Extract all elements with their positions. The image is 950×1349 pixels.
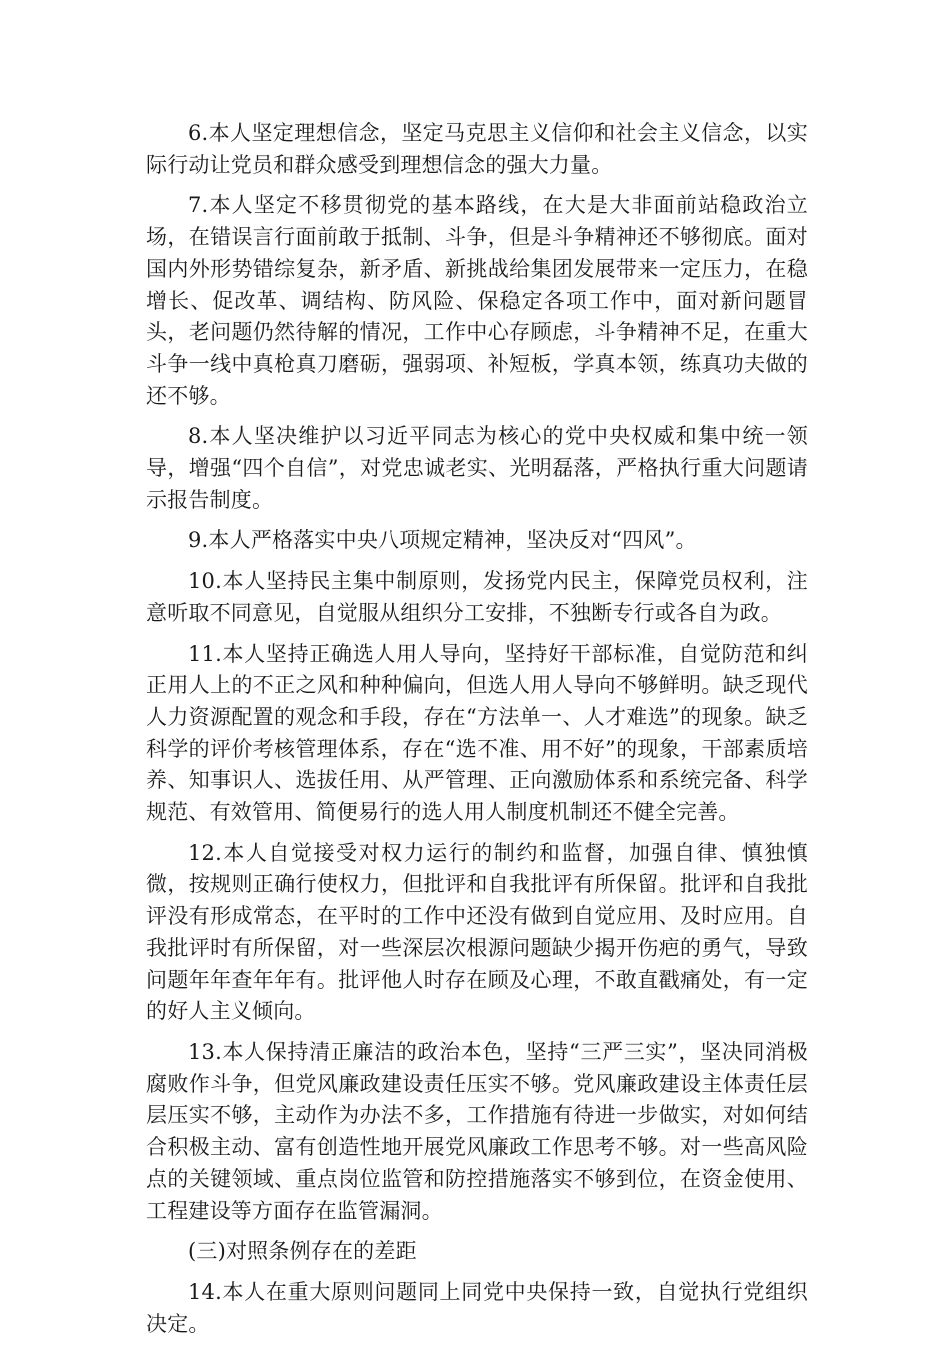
document-page (146, 118, 808, 1349)
paragraph-11: 11.本人坚持正确选人用人导向，坚持好干部标准，自觉防范和纠正用人上的不正之风和种种偏向，但选人用人导向不够鲜明。缺乏现代人力资源配置的观念和手段，存在“方法单一、人才难选”的现象。缺乏科学的评价考核管理体系，存在“选不准、用不好”的现象，干部素质培养、知事识人、选拔任用、从严管理、正向激励体系和系统完备、科学规范、有效管用、简便易行的选人用人制度机制还不健全完善。 (146, 641, 808, 825)
paragraph-13: 13.本人保持清正廉洁的政治本色，坚持“三严三实”，坚决同消极腐败作斗争，但党风廉政建设责任压实不够。党风廉政建设主体责任层层压实不够，主动作为办法不多，工作措施有待进一步做实，对如何结合积极主动、富有创造性地开展党风廉政工作思考不够。对一些高风险点的关键领域、重点岗位监管和防控措施落实不够到位，在资金使用、工程建设等方面存在监管漏洞。 (146, 1039, 808, 1223)
paragraph-6: 6.本人坚定理想信念，坚定马克思主义信仰和社会主义信念，以实际行动让党员和群众感受到理想信念的强大力量。 (146, 121, 808, 177)
paragraph-7: 7.本人坚定不移贯彻党的基本路线，在大是大非面前站稳政治立场，在错误言行面前敢于抵制、斗争，但是斗争精神还不够彻底。面对国内外形势错综复杂，新矛盾、新挑战给集团发展带来一定压力，在稳增长、促改革、调结构、防风险、保稳定各项工作中，面对新问题冒头，老问题仍然待解的情况，工作中心存顾虑，斗争精神不足，在重大斗争一线中真枪真刀磨砺，强弱项、补短板，学真本领，练真功夫做的还不够。 (146, 193, 808, 408)
paragraph-9: 9.本人严格落实中央八项规定精神，坚决反对“四风”。 (188, 528, 697, 553)
paragraph-12: 12.本人自觉接受对权力运行的制约和监督，加强自律、慎独慎微，按规则正确行使权力，但批评和自我批评有所保留。批评和自我批评没有形成常态，在平时的工作中还没有做到自觉应用、及时应用。自我批评时有所保留，对一些深层次根源问题缺少揭开伤疤的勇气，导致问题年年查年年有。批评他人时存在顾及心理，不敢直戳痛处，有一定的好人主义倾向。 (146, 840, 808, 1024)
paragraph-10: 10.本人坚持民主集中制原则，发扬党内民主，保障党员权利，注意听取不同意见，自觉服从组织分工安排，不独断专行或各自为政。 (146, 569, 808, 625)
paragraph-8: 8.本人坚决维护以习近平同志为核心的党中央权威和集中统一领导，增强“四个自信”，对党忠诚老实、光明磊落，严格执行重大问题请示报告制度。 (146, 424, 808, 512)
section-heading: (三)对照条例存在的差距 (188, 1239, 417, 1264)
paragraph-14: 14.本人在重大原则问题同上同党中央保持一致，自觉执行党组织决定。 (146, 1279, 808, 1336)
